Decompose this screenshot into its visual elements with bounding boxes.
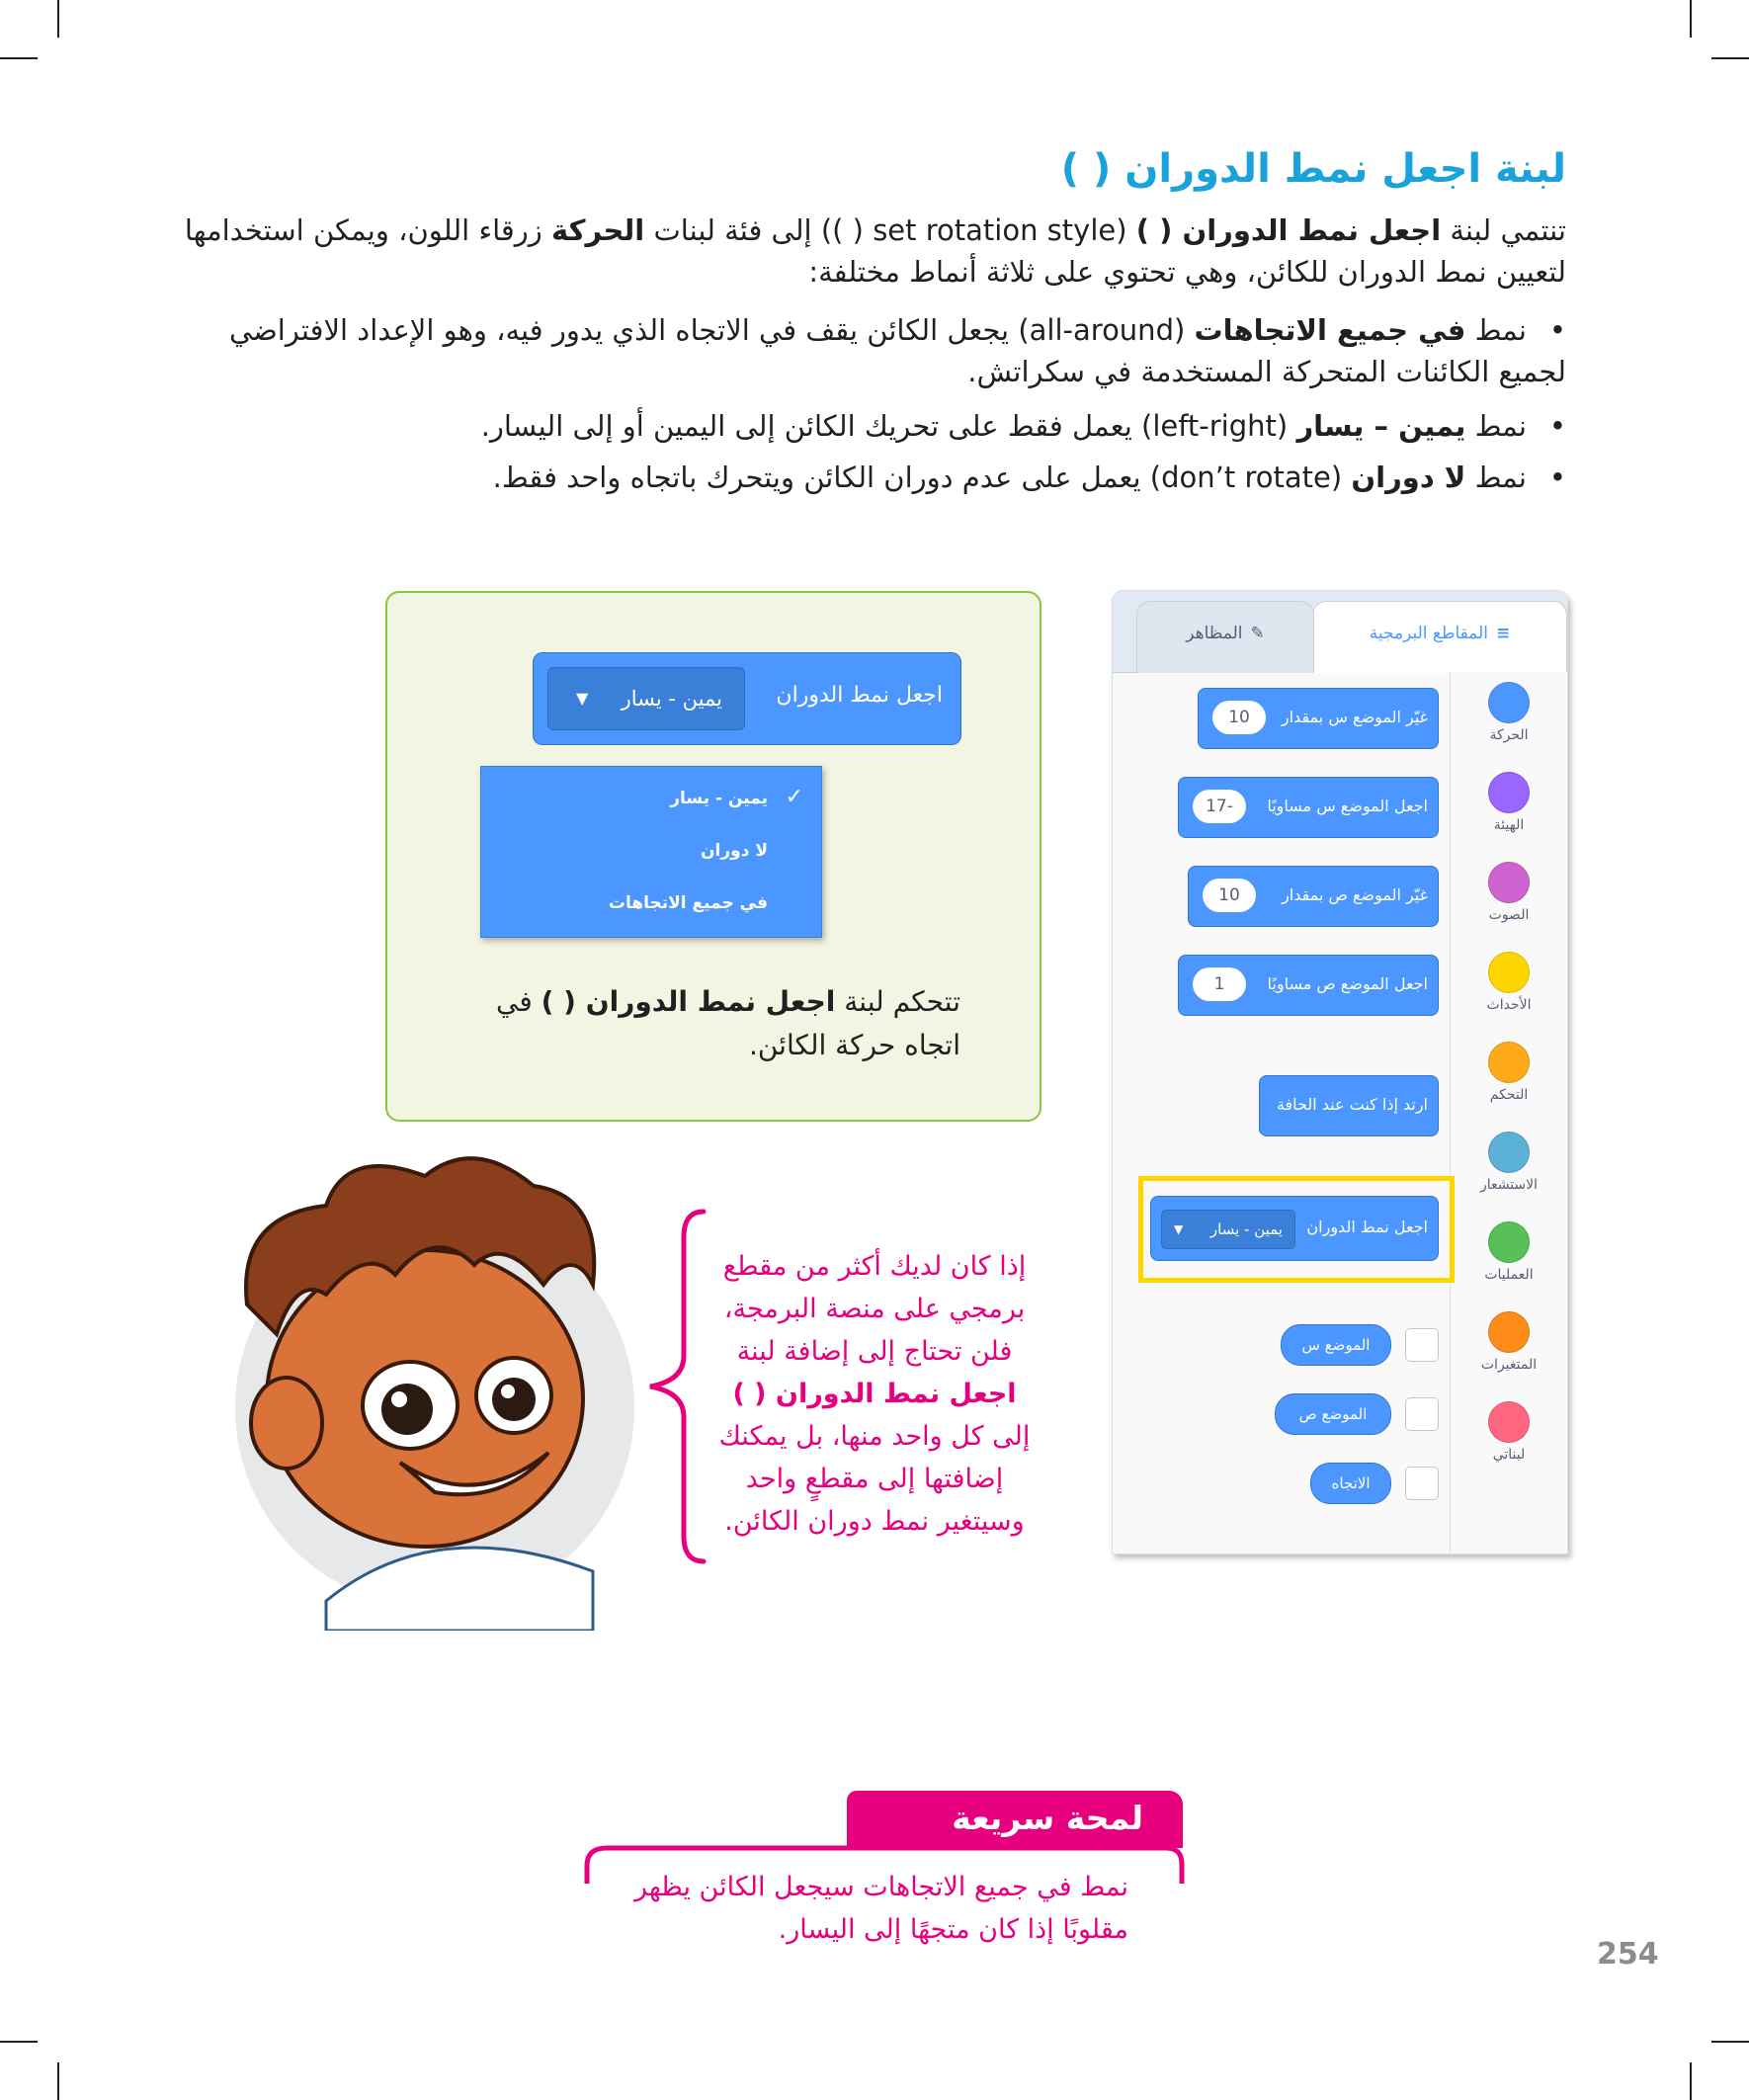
value-input[interactable]: 1 <box>1193 967 1246 1001</box>
right-pupil <box>492 1378 536 1421</box>
dropdown-arrow-icon: ▼ <box>576 689 589 708</box>
crop-mark <box>1711 2041 1749 2043</box>
page-number: 254 <box>1597 1937 1659 1972</box>
category-looks[interactable]: الهيئة <box>1468 772 1549 833</box>
block-change-x[interactable]: غيّر الموضع س بمقدار 10 <box>1198 688 1439 749</box>
example-caption: تتحكم لبنة اجعل نمط الدوران ( ) في اتجاه حركة الكائن. <box>495 985 960 1061</box>
rotation-style-menu <box>480 766 822 938</box>
ear <box>251 1378 322 1469</box>
value-input[interactable]: 10 <box>1203 879 1256 912</box>
intro-text: (set rotation style ( )) إلى فئة لبنات <box>644 213 1136 247</box>
bullet-left-right: •نمط يمين – يسار (left-right) يعمل فقط على تحريك الكائن إلى اليمين أو إلى اليسار. <box>480 409 1566 443</box>
bullet-all-around: •نمط في جميع الاتجاهات (all-around) يجعل الكائن يقف في الاتجاه الذي يدور فيه، وهو الإعداد الافتراضي لجميع الكائنات المتحركة المستخدمة في سكراتش. <box>229 313 1566 388</box>
category-column <box>1450 672 1567 1554</box>
rotation-dropdown[interactable]: يمين - يسار ▼ <box>1161 1210 1295 1249</box>
looks-circle-icon <box>1488 772 1530 813</box>
intro-text: تنتمي لبنة <box>1441 213 1566 247</box>
category-events[interactable]: الأحداث <box>1468 952 1549 1013</box>
rotation-style-example-box <box>385 591 1041 1122</box>
variables-circle-icon <box>1488 1311 1530 1353</box>
block-set-rotation-style[interactable]: اجعل نمط الدوران يمين - يسار ▼ <box>1150 1196 1439 1261</box>
value-input[interactable]: 10 <box>1212 701 1266 734</box>
block-change-y[interactable]: غيّر الموضع ص بمقدار 10 <box>1188 866 1439 927</box>
tab-code[interactable]: ≡المقاطع البرمجية <box>1312 601 1567 673</box>
eye-shine <box>391 1391 407 1407</box>
code-icon: ≡ <box>1495 624 1511 643</box>
speech-brace <box>642 1208 711 1565</box>
crop-mark <box>1690 2062 1692 2100</box>
reporter-direction[interactable]: الاتجاه <box>1310 1463 1391 1504</box>
boy-character-illustration <box>178 1136 642 1631</box>
crop-mark <box>57 0 59 38</box>
checkbox-direction[interactable] <box>1405 1467 1439 1500</box>
block-set-y[interactable]: اجعل الموضع ص مساويًا 1 <box>1178 955 1439 1016</box>
category-operators[interactable]: العمليات <box>1468 1221 1549 1283</box>
reporter-y-position[interactable]: الموضع ص <box>1275 1393 1391 1435</box>
checkbox-y-position[interactable] <box>1405 1397 1439 1431</box>
crop-mark <box>1690 0 1692 38</box>
my-blocks-circle-icon <box>1488 1401 1530 1443</box>
crop-mark <box>0 2041 38 2043</box>
crop-mark <box>57 2062 59 2100</box>
block-bounce-on-edge[interactable]: ارتد إذا كنت عند الحافة <box>1259 1075 1439 1136</box>
dropdown-value: يمين - يسار <box>621 687 722 711</box>
reporter-x-position[interactable]: الموضع س <box>1281 1324 1391 1366</box>
quick-tip-title: لمحة سريعة <box>952 1799 1143 1837</box>
checkbox-x-position[interactable] <box>1405 1328 1439 1362</box>
scratch-block-palette <box>1112 590 1568 1554</box>
sound-circle-icon <box>1488 862 1530 903</box>
intro-paragraph <box>163 210 1566 293</box>
menu-item-left-right[interactable]: يمين - يسار <box>670 789 768 808</box>
tab-costumes[interactable]: ✎المظاهر <box>1136 601 1314 673</box>
value-input[interactable]: -17 <box>1193 790 1246 823</box>
events-circle-icon <box>1488 952 1530 993</box>
left-pupil <box>381 1384 433 1435</box>
eye-shine <box>501 1385 515 1398</box>
operators-circle-icon <box>1488 1221 1530 1263</box>
category-sensing[interactable]: الاستشعار <box>1468 1132 1549 1193</box>
category-sound[interactable]: الصوت <box>1468 862 1549 923</box>
rotation-style-dropdown[interactable] <box>547 667 745 730</box>
tip-text: إذا كان لديك أكثر من مقطع برمجي على منصة البرمجة، فلن تحتاج إلى إضافة لبنة اجعل نمط الدوران ( ) إلى كل واحد منها، بل يمكنك إضافتها إلى مقطعٍ واحد وسيتغير نمط دوران الكائن. <box>718 1251 1031 1537</box>
quick-tip-text: نمط في جميع الاتجاهات سيجعل الكائن يظهر مقلوبًا إذا كان متجهًا إلى اليسار. <box>633 1872 1128 1945</box>
category-control[interactable]: التحكم <box>1468 1042 1549 1103</box>
intro-bold-block: اجعل نمط الدوران ( ) <box>1135 213 1442 247</box>
control-circle-icon <box>1488 1042 1530 1083</box>
dropdown-arrow-icon: ▼ <box>1174 1222 1184 1236</box>
category-motion[interactable]: الحركة <box>1468 682 1549 743</box>
crop-mark <box>1711 57 1749 59</box>
block-set-x[interactable]: اجعل الموضع س مساويًا -17 <box>1178 777 1439 838</box>
palette-tabbar <box>1113 591 1567 673</box>
category-my-blocks[interactable]: لبناتي <box>1468 1401 1549 1463</box>
intro-text: زرقاء اللون، ويمكن استخدامها لتعيين نمط الدوران للكائن، وهي تحتوي على ثلاثة أنماط مختلفة: <box>184 213 1566 289</box>
checkmark-icon: ✓ <box>785 785 803 809</box>
crop-mark <box>0 57 38 59</box>
motion-circle-icon <box>1488 682 1530 723</box>
block-label: اجعل نمط الدوران <box>776 683 943 708</box>
sensing-circle-icon <box>1488 1132 1530 1173</box>
intro-bold-category: الحركة <box>551 213 645 247</box>
brush-icon: ✎ <box>1250 624 1265 643</box>
menu-item-dont-rotate[interactable]: لا دوران <box>701 841 768 861</box>
category-variables[interactable]: المتغيرات <box>1468 1311 1549 1373</box>
menu-item-all-around[interactable]: في جميع الاتجاهات <box>608 893 768 913</box>
bullet-dont-rotate: •نمط لا دوران (don’t rotate) يعمل على عدم دوران الكائن ويتحرك باتجاه واحد فقط. <box>492 461 1566 494</box>
set-rotation-style-block[interactable] <box>533 652 961 745</box>
page-title: لبنة اجعل نمط الدوران ( ) <box>1060 146 1566 192</box>
